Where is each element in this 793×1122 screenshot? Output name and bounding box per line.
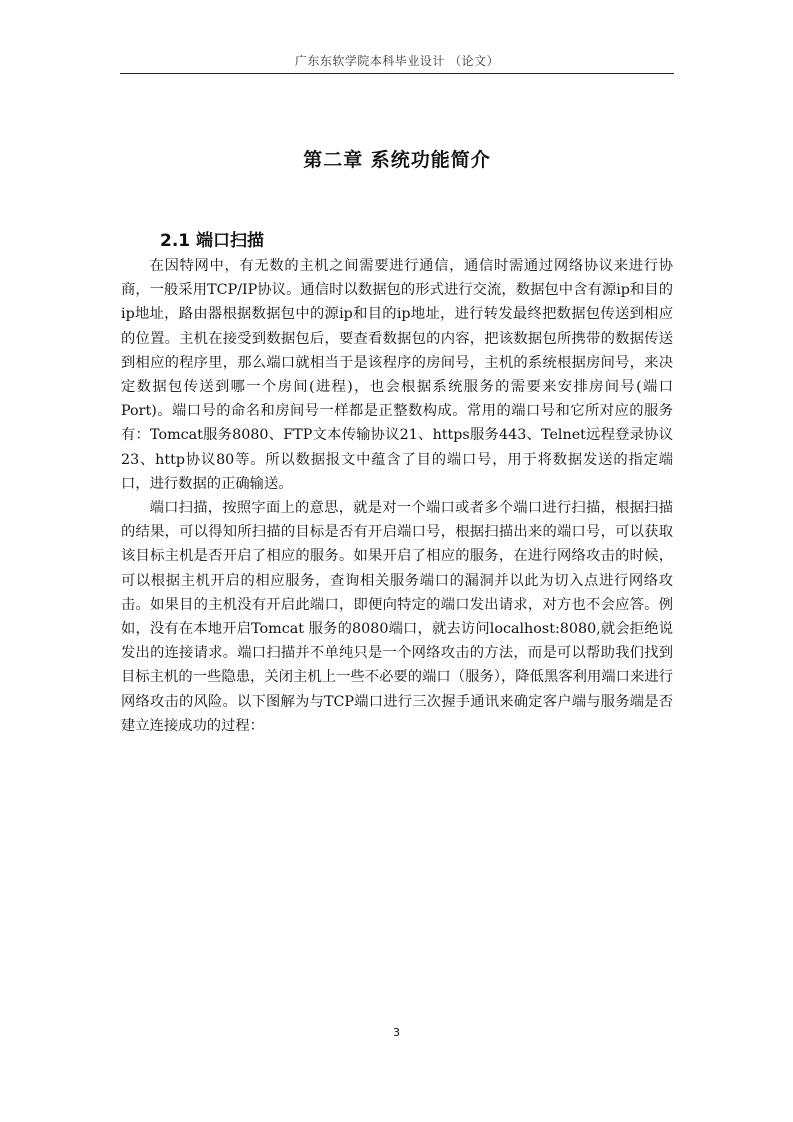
page-number: 3 — [393, 1026, 400, 1039]
paragraph-port-scanning: 端口扫描，按照字面上的意思，就是对一个端口或者多个端口进行扫描，根据扫描的结果，可以得知所扫描的目标是否有开启端口号，根据扫描出来的端口号，可以获取该目标主机是否开启了相应的服务。如果开启了相应的服务，在进行网络攻击的时候，可以根据主机开启的相应服务，查询相关服务端口的漏洞并以此为切入点进行网络攻击。如果目的主机没有开启此端口，即便向特定的端口发出请求，对方也不会应答。例如，没有在本地开启Tomcat 服务的8080端口，就去访问localhost:8080,就会拒绝说发出的连接请求。端口扫描并不单纯只是一个网络攻击的方法，而是可以帮助我们找到目标主机的一些隐患，关闭主机上一些不必要的端口（服务），降低黑客利用端口来进行网络攻击的风险。以下图解为与TCP端口进行三次握手通讯来确定客户端与服务端是否建立连接成功的过程： — [121, 500, 673, 734]
chapter-title: 第二章 系统功能简介 — [303, 149, 491, 171]
body-text — [121, 254, 673, 738]
paragraph-port-intro: 在因特网中，有无数的主机之间需要进行通信，通信时需通过网络协议来进行协商，一般采用TCP/IP协议。通信时以数据包的形式进行交流，数据包中含有源ip和目的ip地址，路由器根据数据包中的源ip和目的ip地址，进行转发最终把数据包传送到相应的位置。主机在接受到数据包后，要查看数据包的内容，把该数据包所携带的数据传送到相应的程序里，那么端口就相当于是该程序的房间号，主机的系统根据房间号，来决定数据包传送到哪一个房间(进程)，也会根据系统服务的需要来安排房间号(端口Port)。端口号的命名和房间号一样都是正整数构成。常用的端口号和它所对应的服务有：Tomcat服务8080、FTP文本传输协议21、https服务443、Telnet远程登录协议23、http协议80等。所以数据报文中蕴含了目的端口号，用于将数据发送的指定端口，进行数据的正确输送。 — [121, 258, 673, 492]
page-header: 广东东软学院本科毕业设计 （论文） — [294, 54, 500, 68]
header-divider — [120, 73, 674, 74]
section-title: 2.1 端口扫描 — [160, 231, 265, 251]
